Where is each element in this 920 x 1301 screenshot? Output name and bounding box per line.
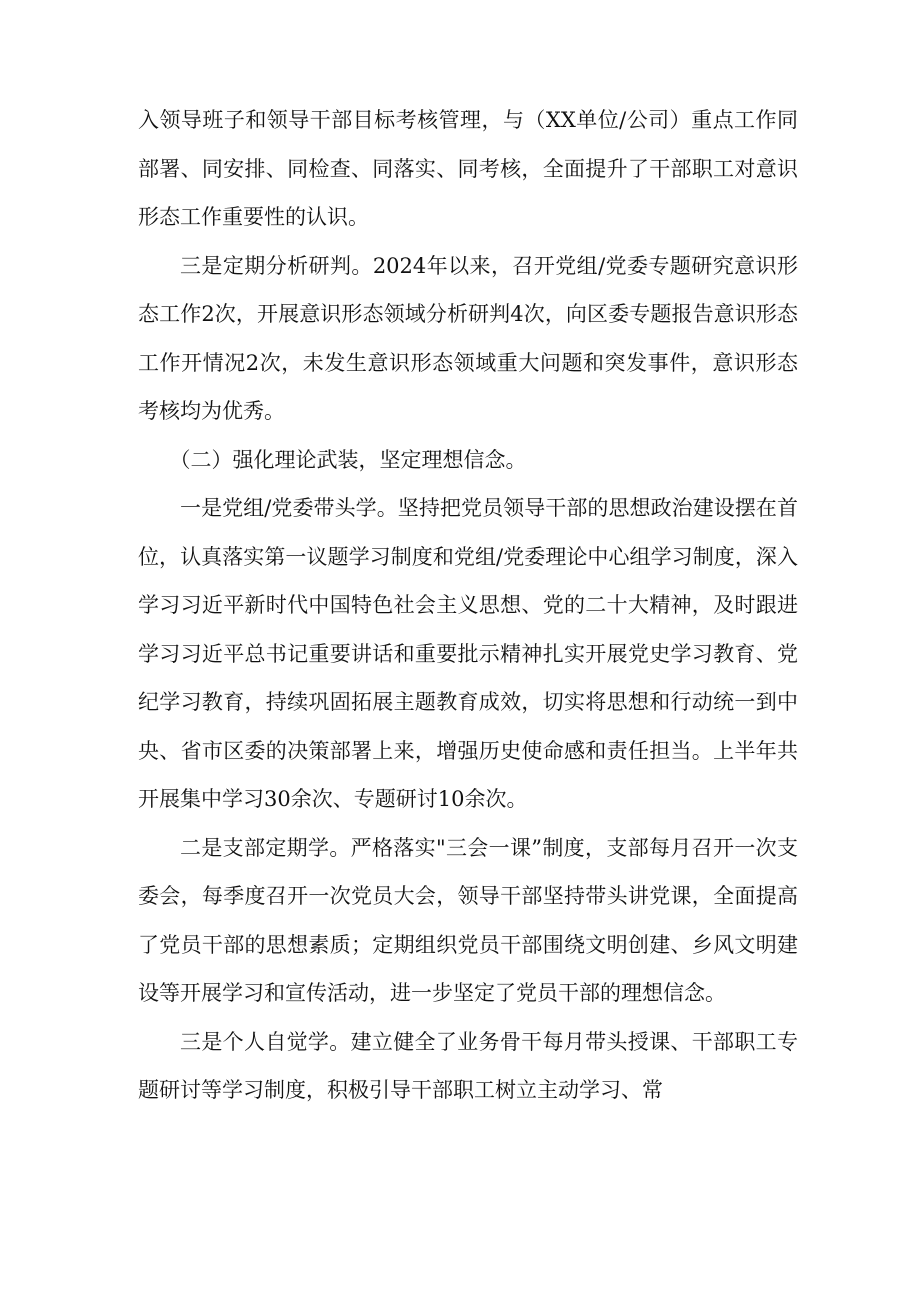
paragraph-continuation: 入领导班子和领导干部目标考核管理，与（XX单位/公司）重点工作同部署、同安排、同检查、同落实、同考核，全面提升了干部职工对意识形态工作重要性的认识。 bbox=[138, 108, 798, 229]
document-body bbox=[138, 96, 798, 1115]
section-heading: （二）强化理论武装，坚定理想信念。 bbox=[169, 447, 527, 472]
paragraph-regular-analysis: 三是定期分析研判。2024年以来，召开党组/党委专题研究意识形态工作2次，开展意识形态领域分析研判4次，向区委专题报告意识形态工作开情况2次，未发生意识形态领域重大问题和突发事件，意识形态考核均为优秀。 bbox=[138, 253, 798, 423]
paragraph-personal-study: 三是个人自觉学。建立健全了业务骨干每月带头授课、干部职工专题研讨等学习制度，积极引导干部职工树立主动学习、常 bbox=[138, 1029, 798, 1102]
paragraph-party-group-study: 一是党组/党委带头学。坚持把党员领导干部的思想政治建设摆在首位，认真落实第一议题学习制度和党组/党委理论中心组学习制度，深入学习习近平新时代中国特色社会主义思想、党的二十大精神，及时跟进学习习近平总书记重要讲话和重要批示精神扎实开展党史学习教育、党纪学习教育，持续巩固拓展主题教育成效，切实将思想和行动统一到中央、省市区委的决策部署上来，增强历史使命感和责任担当。上半年共开展集中学习30余次、专题研讨10余次。 bbox=[138, 496, 798, 811]
paragraph-branch-study: 二是支部定期学。严格落实"三会一课”制度，支部每月召开一次支委会，每季度召开一次党员大会，领导干部坚持带头讲党课，全面提高了党员干部的思想素质；定期组织党员干部围绕文明创建、乡风文明建设等开展学习和宣传活动，进一步坚定了党员干部的理想信念。 bbox=[138, 835, 798, 1005]
